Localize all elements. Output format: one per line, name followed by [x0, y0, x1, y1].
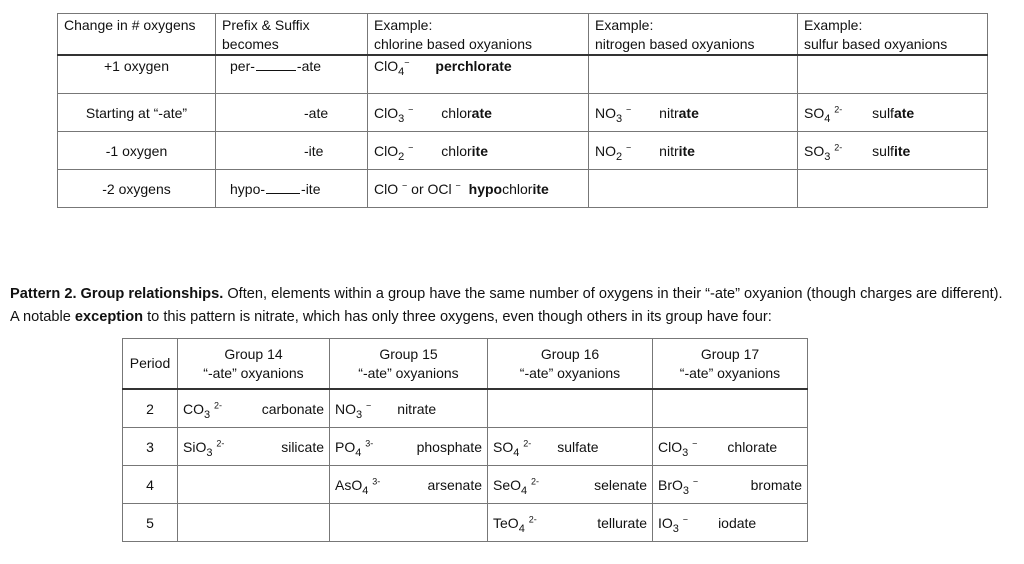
oxyanion-name: nitrate [659, 104, 699, 121]
oxyanion-name: tellurate [597, 514, 647, 531]
period-cell [123, 466, 178, 504]
pattern2-text2: to this pattern is nitrate, which has only three oxygens, even though others in its group have four: [143, 309, 772, 325]
formula: $PO_4$ $^{3-}$ [335, 437, 374, 459]
chlorine-example-cell [368, 170, 589, 208]
group15-cell [330, 466, 488, 504]
formula: BrO$_3$ − [658, 475, 699, 497]
oxyanion-name: bromate [750, 476, 802, 493]
group16-cell [488, 389, 653, 428]
change-text: +1 oxygen [104, 58, 169, 74]
oxyanion-name: chlorite [441, 142, 488, 159]
header-g16-line2: “-ate” oxyanions [519, 364, 621, 381]
header-ex1-line2: chlorine based oxyanions [374, 36, 532, 52]
header-change [58, 14, 216, 56]
formula: AsO$_4$ $^{3-}$ [335, 475, 381, 497]
oxyanion-name: sulfate [557, 438, 599, 455]
period-cell [123, 504, 178, 542]
oxyanion-name: sulfite [872, 142, 911, 159]
pattern2-exception: exception [74, 309, 144, 325]
group17-cell [653, 504, 808, 542]
oxyanion-name: chlorate [727, 438, 778, 455]
formula: $SO_3$ $^{2-}$ [804, 141, 843, 163]
change-cell [58, 55, 216, 94]
header-g16-line1: Group 16 [540, 345, 600, 362]
suffix-text: -ate [296, 58, 322, 74]
group17-cell [653, 428, 808, 466]
prefix-text: hypo- [230, 180, 266, 197]
header-change-text: Change in # oxygens [64, 17, 196, 33]
table2-row-period2 [123, 389, 808, 428]
group14-cell [178, 466, 330, 504]
group14-cell [178, 389, 330, 428]
change-cell [58, 132, 216, 170]
prefix-text: per- [230, 58, 255, 74]
oxyanion-name: hypochlorite [468, 180, 549, 197]
header-ex3-line1: Example: [804, 17, 863, 33]
oxyanion-name: perchlorate [435, 58, 512, 74]
header-example-chlorine [368, 14, 589, 56]
oxyanion-name: arsenate [427, 476, 482, 493]
chlorine-example-cell [368, 55, 589, 94]
chlorine-example-cell [368, 94, 589, 132]
header-g15-line2: “-ate” oxyanions [358, 364, 459, 381]
header-prefix-line2: becomes [222, 36, 279, 52]
oxyanion-name: carbonate [261, 400, 324, 417]
formula: ClO$_2$ − [374, 141, 414, 163]
header-g15-line1: Group 15 [379, 345, 438, 362]
suffix-text: -ate [304, 104, 329, 121]
sulfur-example-cell [798, 94, 988, 132]
formula: ClO$_3$ − [658, 437, 698, 459]
group17-cell [653, 389, 808, 428]
sulfur-example-cell [798, 132, 988, 170]
header-period-text: Period [129, 355, 171, 371]
header-group15 [330, 339, 488, 390]
header-g17-line1: Group 17 [700, 345, 760, 362]
change-text: -2 oxygens [102, 180, 171, 197]
group14-cell [178, 504, 330, 542]
change-text: Starting at “-ate” [85, 104, 188, 121]
oxyanion-name: silicate [281, 438, 324, 455]
table1-row-minus1 [58, 132, 988, 170]
group15-cell [330, 389, 488, 428]
formula: TeO$_4$ $^{2-}$ [493, 513, 537, 535]
header-g14-line2: “-ate” oxyanions [203, 364, 304, 381]
period-text: 3 [146, 438, 154, 455]
pattern2-text1: Often, elements within a group have the same number of oxygens in their “-ate” oxyanion (though charges are different). A notable [10, 286, 1003, 325]
header-group16 [488, 339, 653, 390]
header-g14-line1: Group 14 [224, 345, 283, 362]
nitrogen-example-cell [589, 132, 798, 170]
change-text: -1 oxygen [105, 142, 168, 159]
sulfur-example-cell [798, 55, 988, 94]
formula: $NO_2$ − [595, 141, 632, 163]
prefix-suffix-cell [216, 132, 368, 170]
nitrogen-example-cell [589, 94, 798, 132]
formula: $CO_3$ $^{2-}$ [183, 399, 223, 421]
table1-header-row [58, 14, 988, 56]
prefix-suffix-cell [216, 170, 368, 208]
suffix-text: -ite [304, 142, 324, 159]
header-g17-line2: “-ate” oxyanions [679, 364, 781, 381]
table2-row-period4 [123, 466, 808, 504]
oxyanion-name: sulfate [872, 104, 915, 121]
header-prefix [216, 14, 368, 56]
group14-cell [178, 428, 330, 466]
formula: SiO$_3$ $^{2-}$ [183, 437, 225, 459]
group15-cell [330, 428, 488, 466]
formula: ClO$_4$− [374, 57, 410, 78]
formula: $SO_4$ $^{2-}$ [493, 437, 532, 459]
group-relationships-table [122, 338, 808, 542]
header-ex3-line2: sulfur based oxyanions [804, 36, 948, 52]
formula: ClO$_3$ − [374, 103, 414, 125]
period-text: 2 [146, 400, 154, 417]
oxyanion-name: selenate [594, 476, 647, 493]
table2-row-period5 [123, 504, 808, 542]
header-period [123, 339, 178, 390]
formula: $NO_3$ − [335, 399, 372, 421]
oxyanion-name: nitrite [659, 142, 695, 159]
formula: $IO_3$ − [658, 513, 689, 535]
formula: $SO_4$ $^{2-}$ [804, 103, 843, 125]
period-cell [123, 428, 178, 466]
change-cell [58, 170, 216, 208]
oxyanion-name: chlorate [441, 104, 492, 121]
group17-cell [653, 466, 808, 504]
header-group14 [178, 339, 330, 390]
formula: ClO − or OCl − [374, 179, 461, 197]
header-group17 [653, 339, 808, 390]
header-example-nitrogen [589, 14, 798, 56]
prefix-suffix-cell [216, 55, 368, 94]
table1-row-ate [58, 94, 988, 132]
group16-cell [488, 466, 653, 504]
prefix-suffix-cell [216, 94, 368, 132]
group16-cell [488, 504, 653, 542]
pattern2-label: Pattern 2. Group relationships. [10, 286, 224, 302]
header-prefix-line1: Prefix & Suffix [222, 17, 310, 33]
chlorine-example-cell [368, 132, 589, 170]
blank-line [266, 181, 300, 194]
group15-cell [330, 504, 488, 542]
suffix-text: -ite [301, 180, 321, 197]
period-text: 5 [146, 514, 154, 531]
table1-row-minus2 [58, 170, 988, 208]
oxyanion-name: phosphate [416, 438, 482, 455]
sulfur-example-cell [798, 170, 988, 208]
oxyanion-name: iodate [718, 514, 757, 531]
header-ex1-line1: Example: [374, 17, 433, 33]
oxyanion-naming-table [57, 13, 988, 208]
table2-header-row [123, 339, 808, 390]
header-ex2-line2: nitrogen based oxyanions [595, 36, 755, 52]
header-example-sulfur [798, 14, 988, 56]
formula: SeO$_4$ $^{2-}$ [493, 475, 540, 497]
group16-cell [488, 428, 653, 466]
blank-line [256, 58, 296, 71]
formula: $NO_3$ − [595, 103, 632, 125]
nitrogen-example-cell [589, 55, 798, 94]
period-text: 4 [146, 476, 154, 493]
pattern2-paragraph [10, 283, 1014, 329]
table1-row-plus1 [58, 55, 988, 94]
change-cell [58, 94, 216, 132]
table2-row-period3 [123, 428, 808, 466]
oxyanion-name: nitrate [397, 400, 437, 417]
period-cell [123, 389, 178, 428]
nitrogen-example-cell [589, 170, 798, 208]
header-ex2-line1: Example: [595, 17, 654, 33]
